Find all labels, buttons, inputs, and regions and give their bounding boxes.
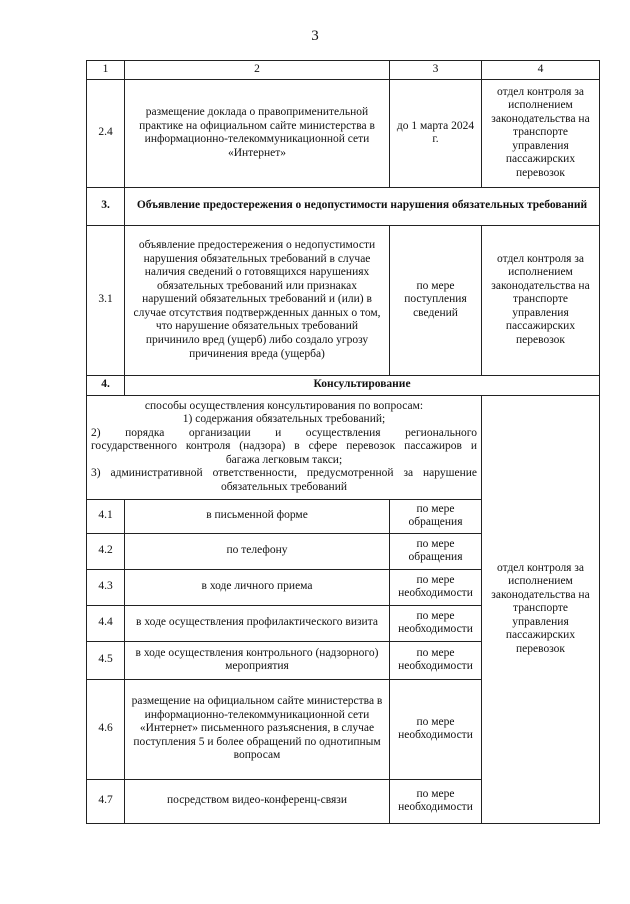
- consult-intro: [87, 395, 482, 499]
- row-deadline: по мере поступления сведений: [390, 225, 482, 375]
- row-number: 2.4: [87, 79, 125, 187]
- row-deadline: до 1 марта 2024 г.: [390, 79, 482, 187]
- row-description: объявление предостережения о недопустимости нарушения обязательных требований в случае наличия сведений о готовящихся нарушениях обязательных требований или признаках нарушений обязательных требований и (или) в случае отсутствия подтвержденных данных о том, что нарушение обязательных требований причинило вред (ущерб) либо создало угрозу причинения вреда (ущерба): [125, 225, 390, 375]
- row-number: 4.3: [87, 569, 125, 605]
- row-method: в ходе личного приема: [125, 569, 390, 605]
- intro-line: 3) административной ответственности, предусмотренной за нарушение: [91, 467, 477, 480]
- consult-responsible: отдел контроля за исполнением законодательства на транспорте управления пассажирских перевозок: [482, 395, 600, 823]
- intro-line: 2) порядка организации и осуществления регионального: [91, 426, 477, 439]
- table-row-2-4: [87, 79, 600, 187]
- row-method: в письменной форме: [125, 499, 390, 533]
- row-deadline: по мере необходимости: [390, 679, 482, 779]
- consult-intro-row: [87, 395, 600, 499]
- intro-line: багажа легковым такси;: [225, 453, 343, 466]
- row-method: в ходе осуществления контрольного (надзорного) мероприятия: [125, 641, 390, 679]
- row-deadline: по мере обращения: [390, 499, 482, 533]
- header-col-2: 2: [125, 61, 390, 80]
- row-deadline: по мере необходимости: [390, 605, 482, 641]
- section-title: Консультирование: [125, 375, 600, 395]
- row-deadline: по мере необходимости: [390, 641, 482, 679]
- row-number: 4.6: [87, 679, 125, 779]
- section-row-3: [87, 187, 600, 225]
- row-method: в ходе осуществления профилактического визита: [125, 605, 390, 641]
- row-deadline: по мере необходимости: [390, 779, 482, 823]
- section-number: 4.: [87, 375, 125, 395]
- intro-line: способы осуществления консультирования по вопросам:: [144, 399, 424, 412]
- section-number: 3.: [87, 187, 125, 225]
- row-deadline: по мере необходимости: [390, 569, 482, 605]
- row-responsible: отдел контроля за исполнением законодательства на транспорте управления пассажирских перевозок: [482, 225, 600, 375]
- section-row-4: [87, 375, 600, 395]
- row-number: 3.1: [87, 225, 125, 375]
- table-row-3-1: [87, 225, 600, 375]
- header-row: [87, 61, 600, 80]
- row-responsible: отдел контроля за исполнением законодательства на транспорте управления пассажирских перевозок: [482, 79, 600, 187]
- plan-table: [86, 60, 600, 824]
- row-method: размещение на официальном сайте министерства в информационно-телекоммуникационной сети «Интернет» письменного разъяснения, в случае поступления 5 и более обращений по однотипным вопросам: [125, 679, 390, 779]
- header-col-1: 1: [87, 61, 125, 80]
- page-number: 3: [311, 28, 319, 44]
- row-method: по телефону: [125, 533, 390, 569]
- intro-line: обязательных требований: [220, 481, 348, 494]
- row-number: 4.5: [87, 641, 125, 679]
- row-number: 4.2: [87, 533, 125, 569]
- row-number: 4.7: [87, 779, 125, 823]
- row-number: 4.1: [87, 499, 125, 533]
- header-col-3: 3: [390, 61, 482, 80]
- row-method: посредством видео-конференц-связи: [125, 779, 390, 823]
- intro-line: 1) содержания обязательных требований;: [182, 413, 386, 426]
- row-description: размещение доклада о правоприменительной практике на официальном сайте министерства в информационно-телекоммуникационной сети «Интернет»: [125, 79, 390, 187]
- section-title: Объявление предостережения о недопустимости нарушения обязательных требований: [125, 187, 600, 225]
- header-col-4: 4: [482, 61, 600, 80]
- intro-line: государственного контроля (надзора) в сфере перевозок пассажиров и: [91, 440, 477, 453]
- row-deadline: по мере обращения: [390, 533, 482, 569]
- row-number: 4.4: [87, 605, 125, 641]
